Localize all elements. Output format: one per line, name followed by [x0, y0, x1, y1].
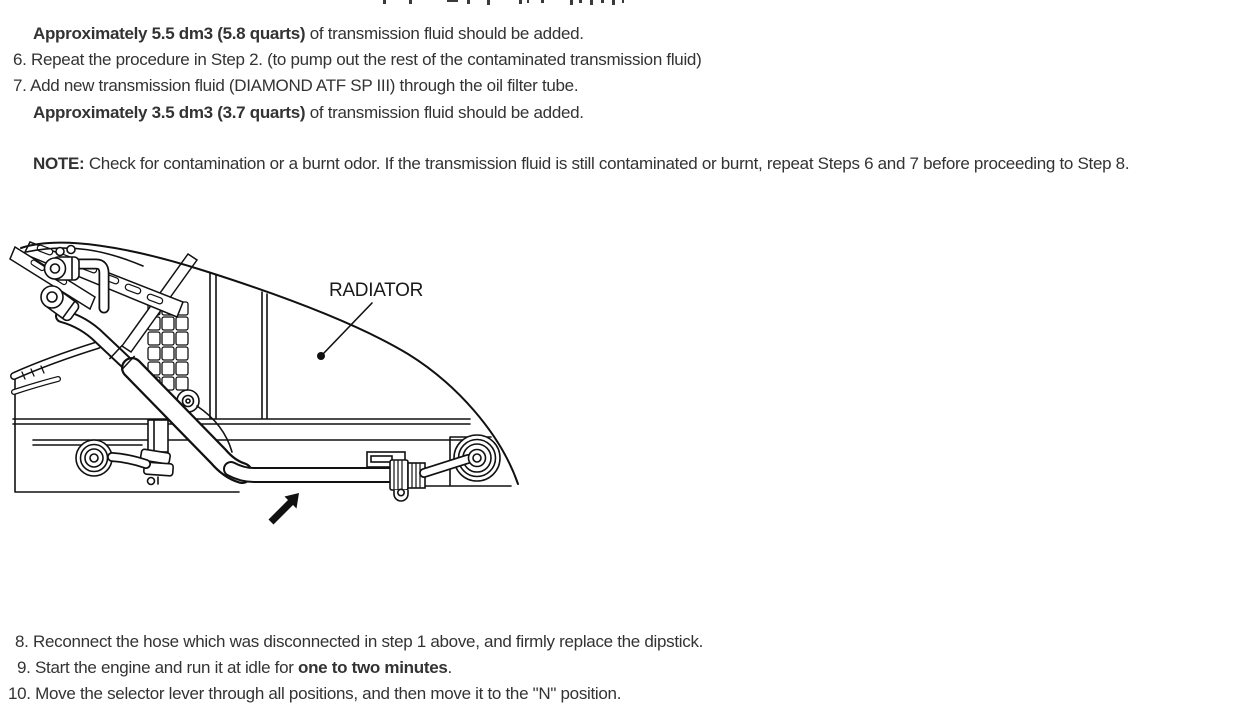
note-paragraph [33, 153, 1129, 175]
step-9-bold: one to two minutes [298, 658, 448, 677]
right-hose-fitting [424, 435, 500, 481]
figure-label: RADIATOR [329, 280, 424, 301]
step-10-text: 10. Move the selector lever through all positions, and then move it to the "N" position. [8, 684, 622, 703]
radiator-figure [0, 228, 560, 538]
fluid-quantity-note-3-5 [33, 102, 584, 124]
step-6 [13, 49, 701, 71]
step-8 [15, 631, 703, 653]
left-hose-fitting [76, 440, 112, 476]
clipped-text-remnant [0, 0, 1238, 6]
left-short-hose [112, 457, 146, 464]
note-label: NOTE: [33, 154, 85, 173]
fluid-quantity-note-5-5 [33, 23, 584, 45]
pointer-arrow [269, 493, 300, 525]
fluid-quantity-rest-2: of transmission fluid should be added. [305, 103, 584, 122]
note-text: Check for contamination or a burnt odor. If the transmission fluid is still contaminated or burnt, repeat Steps 6 and 7 before proceeding to Step 8. [84, 154, 1130, 173]
step-9 [17, 657, 452, 679]
step-9-pre: 9. Start the engine and run it at idle for [17, 658, 299, 677]
step-9-post: . [447, 658, 452, 677]
step-10 [8, 683, 621, 705]
fan-ring-arc [14, 345, 98, 392]
fluid-quantity-rest: of transmission fluid should be added. [305, 24, 584, 43]
step-6-text: 6. Repeat the procedure in Step 2. (to pump out the rest of the contaminated transmission fluid) [13, 50, 702, 69]
fluid-quantity-bold: Approximately 5.5 dm3 (5.8 quarts) [33, 24, 306, 43]
leader-dot [317, 352, 325, 360]
leader-line [323, 303, 372, 354]
mid-bracket [140, 420, 173, 485]
fluid-quantity-bold-2: Approximately 3.5 dm3 (3.7 quarts) [33, 103, 306, 122]
step-7-text: 7. Add new transmission fluid (DIAMOND ATF SP III) through the oil filter tube. [13, 76, 579, 95]
step-8-text: 8. Reconnect the hose which was disconnected in step 1 above, and firmly replace the dipstick. [15, 632, 704, 651]
step-7 [13, 75, 578, 97]
